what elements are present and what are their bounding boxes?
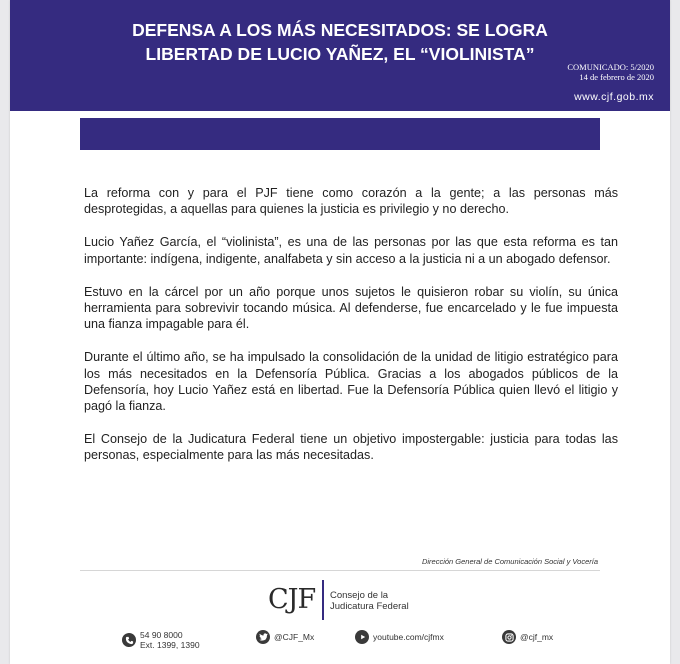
signature: Dirección General de Comunicación Social y Vocería [421, 557, 598, 566]
logo-line-2: Judicatura Federal [330, 601, 409, 612]
title-line-2: LIBERTAD DE LUCIO YAÑEZ, EL “VIOLINISTA” [145, 44, 535, 64]
logo-line-1: Consejo de la [330, 590, 389, 601]
youtube-link[interactable] [355, 630, 444, 644]
instagram-link[interactable] [502, 630, 553, 644]
signature-divider [80, 570, 600, 571]
twitter-icon [256, 630, 270, 644]
header-band [80, 118, 600, 150]
comunicado-info [567, 62, 654, 82]
phone-number: 54 90 8000 [140, 630, 183, 640]
paragraph: El Consejo de la Judicatura Federal tiene un objetivo impostergable: justicia para todas las personas, especialmente para las más necesitadas. [84, 432, 618, 463]
page-title [70, 18, 610, 66]
body-text [84, 185, 618, 481]
paragraph: Lucio Yañez García, el “violinista”, es una de las personas por las que esta reforma es tan importante: indígena, indigente, analfabeta y sin acceso a la justicia ni a un abogado defensor. [84, 235, 618, 266]
phone-ext: Ext. 1399, 1390 [140, 640, 200, 650]
logo-text [330, 590, 409, 612]
paragraph: La reforma con y para el PJF tiene como corazón a la gente; a las personas más desprotegidas, a aquellas para quienes la justicia es privilegio y no derecho. [84, 186, 618, 217]
website-link[interactable]: www.cjf.gob.mx [574, 91, 654, 103]
instagram-icon [502, 630, 516, 644]
footer-contacts [10, 630, 670, 656]
youtube-icon [355, 630, 369, 644]
youtube-url: youtube.com/cjfmx [373, 632, 444, 642]
twitter-link[interactable] [256, 630, 314, 644]
phone-icon [122, 633, 136, 647]
cjf-logo [268, 580, 438, 620]
phone-contact[interactable] [122, 630, 200, 650]
paragraph: Durante el último año, se ha impulsado la consolidación de la unidad de litigio estratégico para los más necesitados en la Defensoría Pública. Gracias a los abogados públicos de la Defensoría, hoy Lucio Yañez está en libertad. Fue la Defensoría Pública quien llevó el litigio y pagó la fianza. [84, 350, 618, 414]
paragraph: Estuvo en la cárcel por un año porque unos sujetos le quisieron robar su violín, su única herramienta para sobrevivir tocando música. Al defenderse, fue encarcelado y le fue impuesta una fianza impagable para él. [84, 284, 618, 332]
twitter-handle: @CJF_Mx [274, 632, 315, 642]
press-release-page [10, 0, 670, 664]
title-line-1: DEFENSA A LOS MÁS NECESITADOS: SE LOGRA [132, 20, 548, 40]
comunicado-date: 14 de febrero de 2020 [579, 72, 654, 82]
header-banner [10, 0, 670, 111]
logo-mark: CJF [268, 584, 316, 615]
comunicado-number: COMUNICADO: 5/2020 [567, 62, 654, 72]
instagram-handle: @cjf_mx [520, 632, 554, 642]
logo-divider [322, 580, 324, 620]
